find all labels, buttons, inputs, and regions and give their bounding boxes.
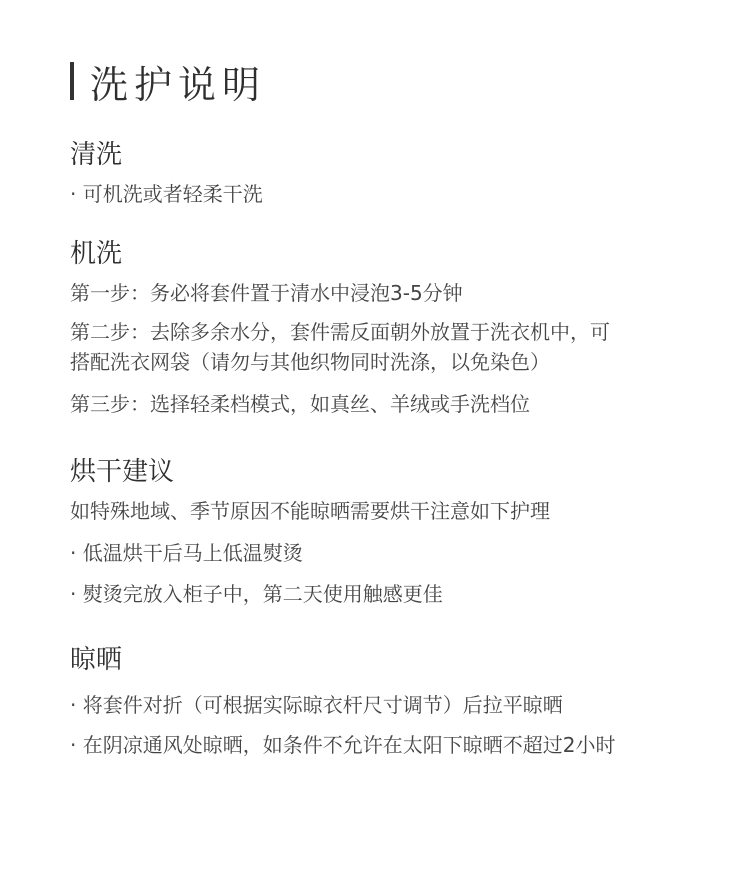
machine-wash-step-2: 第二步：去除多余水分，套件需反面朝外放置于洗衣机中，可 [70,320,610,344]
page-title-row [70,56,266,106]
drying-tip-1: · 低温烘干后马上低温熨烫 [70,541,303,565]
air-dry-tip-1: · 将套件对折（可根据实际晾衣杆尺寸调节）后拉平晾晒 [70,693,563,717]
machine-wash-step-2-cont: 搭配洗衣网袋（请勿与其他织物同时洗涤，以免染色） [70,350,550,374]
title-accent-bar [70,62,74,100]
machine-wash-step-3: 第三步：选择轻柔档模式，如真丝、羊绒或手洗档位 [70,392,530,416]
section-heading-machine-wash: 机洗 [70,239,123,269]
wash-line-1: · 可机洗或者轻柔干洗 [70,182,263,206]
section-heading-drying: 烘干建议 [70,457,175,487]
drying-intro: 如特殊地域、季节原因不能晾晒需要烘干注意如下护理 [70,499,550,523]
section-heading-wash: 清洗 [70,140,123,170]
section-heading-air-dry: 晾晒 [70,645,123,675]
page-title: 洗护说明 [90,62,267,107]
machine-wash-step-1: 第一步：务必将套件置于清水中浸泡3-5分钟 [70,281,463,305]
air-dry-tip-2: · 在阴凉通风处晾晒，如条件不允许在太阳下晾晒不超过2小时 [70,733,616,757]
drying-tip-2: · 熨烫完放入柜子中，第二天使用触感更佳 [70,582,443,606]
